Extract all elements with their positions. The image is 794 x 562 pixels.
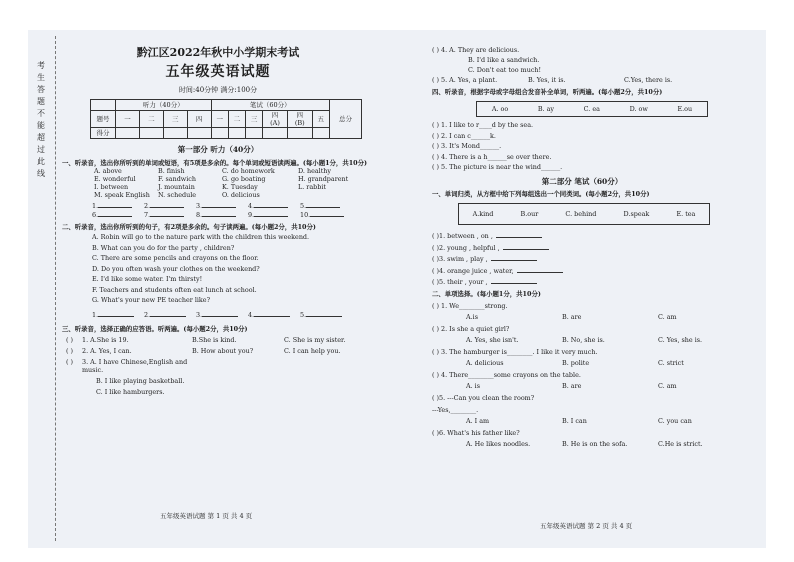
- score-cell: [245, 128, 262, 139]
- q3-cell: ( ): [66, 336, 74, 345]
- q4-item: ( ) 1. I like to r____d by the sea.: [432, 121, 534, 129]
- q1-option: B. finish: [158, 166, 185, 175]
- binding-char: 超: [37, 133, 45, 142]
- q3-continued: [432, 46, 732, 84]
- w2-question: ( ) 4. There________some crayons on the table.: [432, 371, 581, 380]
- answer-blank: [300, 210, 360, 219]
- score-header-cell: 五: [312, 111, 329, 128]
- q1-option: F. sandwich: [158, 174, 197, 183]
- binding-char: 考: [37, 61, 45, 70]
- q3-option: B. I'd like a sandwich.: [468, 56, 540, 64]
- w2-option: C. am: [658, 382, 677, 391]
- q2-option: A. Robin will go to the nature park with the children this weekend.: [92, 233, 310, 242]
- score-header-cell: 一: [211, 111, 228, 128]
- w2-option: A. He likes noodles.: [466, 440, 531, 449]
- blank-number: 1.: [92, 201, 99, 210]
- blank-line: [503, 243, 549, 250]
- w2-question: ( ) 3. The hamburger is________. I like it very much.: [432, 348, 598, 357]
- score-cell: [263, 128, 288, 139]
- q3-cell: B. Yes, it is.: [528, 76, 566, 84]
- w2-option: A. Yes, she isn't.: [466, 336, 519, 345]
- blank-line: [98, 201, 132, 208]
- q2-options: [62, 233, 374, 304]
- binding-line: [55, 36, 56, 541]
- blank-line: [150, 310, 186, 317]
- q3-cell: C.Yes, there is.: [624, 76, 673, 84]
- w1-text: ( )4. orange juice , water,: [432, 266, 514, 275]
- q2-option: E. I'd like some water. I'm thirsty!: [92, 275, 203, 284]
- score-cell: [139, 128, 163, 139]
- score-cell: [228, 128, 245, 139]
- binding-char: 此: [37, 157, 45, 166]
- answer-blank: [196, 210, 248, 219]
- answer-blank: [144, 201, 196, 210]
- score-header-cell: 一: [116, 111, 140, 128]
- w2-options: [432, 440, 732, 448]
- q4-item: ( ) 4. There is a h______se over there.: [432, 152, 552, 161]
- w2-question: ( )5. ---Can you clean the room?: [432, 394, 535, 403]
- blank-number: 4.: [248, 311, 255, 320]
- score-header-cell: 三: [245, 111, 262, 128]
- word-option: D.speak: [623, 210, 650, 219]
- q1-option: I. between: [94, 182, 129, 191]
- q4-letter-box: [476, 101, 708, 117]
- q3-cell: [284, 358, 384, 374]
- q2-instruction: 二、听录音，选出你所听到的句子，有2项是多余的。句子读两遍。(每小题2分，共10分): [62, 222, 316, 231]
- w2-question: ---Yes,________.: [432, 406, 479, 415]
- binding-notice: [32, 60, 50, 180]
- q3-rows: [62, 336, 374, 396]
- score-cell: [287, 128, 312, 139]
- w2-options: [432, 336, 732, 344]
- blank-number: 8.: [196, 210, 203, 219]
- letter-option: C. ea: [583, 105, 600, 113]
- part2-heading: 第二部分 笔试（60分）: [541, 177, 623, 186]
- w2-option: B. are: [562, 313, 582, 322]
- blank-line: [491, 254, 537, 261]
- q1-option: A. above: [94, 166, 122, 175]
- q4-item: ( ) 2. I can c______k.: [432, 131, 496, 140]
- page1-footer: 五年级英语试题 第 1 页 共 4 页: [160, 512, 253, 520]
- q3-cell: B.She is kind.: [192, 336, 237, 345]
- blank-line: [202, 210, 236, 217]
- answer-blank: [92, 201, 144, 210]
- w2-option: B. He is on the sofa.: [562, 440, 628, 449]
- score-header-cell: 四 (B): [287, 111, 312, 128]
- binding-char: 不: [37, 109, 45, 118]
- page2-footer: 五年级英语试题 第 2 页 共 4 页: [540, 522, 633, 530]
- w1-text: ( )2. young , helpful ,: [432, 243, 500, 252]
- score-header-cell: 二: [139, 111, 163, 128]
- q3-row-5: [432, 76, 732, 84]
- q3-option: ( ) 4. A. They are delicious.: [432, 46, 520, 54]
- q3-cell: 3. A. I have Chinese,English and music.: [82, 358, 188, 375]
- w2-options: [432, 417, 732, 425]
- letter-option: A. oo: [491, 105, 509, 113]
- q2-option: D. Do you often wash your clothes on the weekend?: [92, 264, 260, 273]
- blank-line: [98, 310, 134, 317]
- blank-number: 1.: [92, 311, 99, 320]
- binding-char: 线: [37, 169, 45, 178]
- q3-row: [62, 358, 374, 374]
- score-table: 听力（40分） 笔试（60分） 总分 题号 一 二 三 四 一 二 三 四 (A) 四 (B) 五 得分: [90, 99, 362, 139]
- binding-char: 答: [37, 85, 45, 94]
- answer-blank: [144, 210, 196, 219]
- q1-option: D. healthy: [298, 166, 332, 175]
- blank-number: 10.: [300, 210, 311, 219]
- w1-item: [432, 266, 732, 275]
- q1-option: N. schedule: [158, 190, 197, 199]
- w2-option: B. I can: [562, 417, 587, 426]
- q2-option: C. There are some pencils and crayons on the floor.: [92, 254, 259, 263]
- w1-item: [432, 231, 732, 240]
- q3-instruction: 三、听录音，选择正确的应答语。听两遍。(每小题2分，共10分): [62, 325, 248, 334]
- letter-option: E.ou: [677, 105, 693, 113]
- w1-items: [432, 231, 732, 286]
- q3-cell: ( ) 5. A. Yes, a plant.: [432, 76, 498, 84]
- blank-number: 2.: [144, 201, 151, 210]
- w2-question: ( )6. What's his father like?: [432, 429, 520, 438]
- blank-line: [491, 277, 537, 284]
- q3-cell: [192, 358, 284, 374]
- w2-question: ( ) 2. Is she a quiet girl?: [432, 325, 510, 334]
- w1-item: [432, 254, 732, 263]
- answer-blank: [248, 310, 300, 319]
- blank-line: [254, 210, 288, 217]
- answer-blank: [92, 210, 144, 219]
- q1-option: E. wonderful: [94, 174, 136, 183]
- w2-option: A. delicious: [466, 359, 504, 368]
- w1-instruction: 一、单词归类，从方框中给下列每组选出一个同类词。(每小题2分，共10分): [432, 190, 650, 199]
- q4-item: ( ) 3. It's Mond______.: [432, 142, 502, 150]
- score-cell: [312, 128, 329, 139]
- blank-number: 5.: [300, 201, 307, 210]
- blank-number: 9.: [248, 210, 255, 219]
- blank-number: 2.: [144, 311, 151, 320]
- score-cell: [116, 128, 140, 139]
- word-option: A.kind: [472, 210, 494, 219]
- q3-row: [62, 336, 374, 344]
- answer-blank: [300, 201, 360, 210]
- exam-subtitle: 五年级英语试题: [165, 63, 271, 80]
- w2-option: C. strict: [658, 359, 684, 368]
- score-cell: [163, 128, 187, 139]
- q3-option: B. I like playing basketball.: [96, 377, 185, 386]
- blank-number: 4.: [248, 201, 255, 210]
- binding-char: 题: [37, 97, 45, 106]
- blank-line: [202, 310, 238, 317]
- w1-text: ( )5. their , your ,: [432, 278, 488, 287]
- binding-char: 过: [37, 145, 45, 154]
- w1-word-box: [458, 203, 710, 225]
- q1-option: K. Tuesday: [222, 182, 258, 191]
- blank-line: [306, 201, 340, 208]
- q2-option: B. What can you do for the party , children?: [92, 243, 235, 252]
- score-header-cell: 四: [187, 111, 211, 128]
- q3-cell: 1. A.She is 19.: [82, 336, 129, 345]
- blank-line: [517, 266, 563, 273]
- q2-answer-blanks: [62, 310, 374, 319]
- q2-option: G. What's your new PE teacher like?: [92, 296, 211, 305]
- answer-blank: [144, 310, 196, 319]
- word-option: E. tea: [676, 210, 696, 219]
- q1-instruction: 一、听录音，选出你所听到的单词或短语，有5项是多余的。每个单词或短语读两遍。(每小题1分，共10分): [62, 158, 368, 167]
- w1-text: ( )1. between , on ,: [432, 232, 493, 241]
- time-score: 时间:40分钟 满分:100分: [178, 86, 258, 95]
- w2-option: C. you can: [658, 417, 692, 426]
- w2-option: A. is: [466, 382, 481, 391]
- part1-heading: 第一部分 听力（40分）: [177, 145, 259, 155]
- answer-blank: [196, 201, 248, 210]
- answer-blank: [248, 201, 300, 210]
- binding-char: 能: [37, 121, 45, 130]
- q4-item: ( ) 5. The picture is near the wind______.: [432, 163, 563, 171]
- w2-items: [432, 302, 732, 448]
- word-option: C. behind: [565, 210, 597, 219]
- q3-cell: ( ): [66, 358, 74, 367]
- score-header-cell: 四 (A): [263, 111, 288, 128]
- w2-options: [432, 359, 732, 367]
- binding-char: 生: [37, 73, 45, 82]
- q3-option: C. I like hamburgers.: [96, 388, 165, 397]
- q1-option: G. go boating: [222, 174, 266, 183]
- q1-option: O. delicious: [222, 190, 260, 199]
- blank-line: [496, 231, 542, 238]
- blank-line: [98, 210, 132, 217]
- blank-line: [150, 210, 184, 217]
- answer-blank: [196, 310, 248, 319]
- q1-option: [298, 191, 378, 199]
- exam-title: 黔江区2022年秋中小学期末考试: [136, 46, 300, 59]
- page-1: [62, 34, 374, 396]
- w2-options: [432, 382, 732, 390]
- w1-item: [432, 277, 732, 286]
- blank-line: [150, 201, 184, 208]
- q1-option: H. grandparent: [298, 174, 349, 183]
- blank-number: 5.: [300, 311, 307, 320]
- blank-line: [202, 201, 236, 208]
- answer-blank: [92, 310, 144, 319]
- q3-row: [62, 347, 374, 355]
- blank-number: 3.: [196, 201, 203, 210]
- w2-option: B. polite: [562, 359, 590, 368]
- answer-blank: [248, 210, 300, 219]
- score-cell: [187, 128, 211, 139]
- blank-number: 7.: [144, 210, 151, 219]
- score-header-cell: 三: [163, 111, 187, 128]
- q3-cell: B. How about you?: [192, 347, 254, 356]
- page-2: [432, 34, 732, 448]
- q3-option: C. Don't eat too much!: [468, 66, 542, 74]
- q1-options: [62, 167, 374, 199]
- w2-option: B. are: [562, 382, 582, 391]
- letter-option: B. ay: [537, 105, 554, 113]
- q3-cell: C. She is my sister.: [284, 336, 346, 345]
- w2-option: C.He is strict.: [658, 440, 703, 449]
- blank-number: 6.: [92, 210, 99, 219]
- q4-instruction: 四、听录音，根据字母或字母组合发音补全单词，听两遍。(每小题2分，共10分): [432, 88, 663, 96]
- blank-line: [310, 210, 344, 217]
- letter-option: D. ow: [629, 105, 648, 113]
- q1-option: J. mountain: [158, 182, 195, 191]
- blank-line: [254, 201, 288, 208]
- q1-option: C. do homework: [222, 166, 275, 175]
- w2-question: ( ) 1. We________strong.: [432, 302, 508, 311]
- score-header-cell: 二: [228, 111, 245, 128]
- q1-answer-blanks: [62, 201, 374, 219]
- w1-text: ( )3. swim , play ,: [432, 255, 488, 264]
- blank-number: 3.: [196, 311, 203, 320]
- word-option: B.our: [520, 210, 539, 219]
- q3-cell: 2. A. Yes, I can.: [82, 347, 132, 356]
- q4-items: [432, 121, 732, 171]
- w2-instruction: 二、单项选择。(每小题1分，共10分): [432, 290, 541, 299]
- w2-option: C. Yes, she is.: [658, 336, 703, 345]
- q1-option: L. rabbit: [298, 182, 326, 191]
- w2-option: B. No, she is.: [562, 336, 605, 345]
- q3-cell: ( ): [66, 347, 74, 356]
- w2-options: [432, 313, 732, 321]
- blank-line: [254, 310, 290, 317]
- w1-item: [432, 243, 732, 252]
- answer-blank: [300, 310, 360, 319]
- w2-option: A. I am: [466, 417, 490, 426]
- score-cell: [211, 128, 228, 139]
- q2-option: F. Teachers and students often eat lunch at school.: [92, 285, 257, 294]
- w2-option: C. am: [658, 313, 677, 322]
- q3-cell: C. I can help you.: [284, 347, 341, 356]
- q1-option: M. speak English: [94, 190, 150, 199]
- blank-line: [306, 310, 342, 317]
- w2-option: A.is: [466, 313, 478, 322]
